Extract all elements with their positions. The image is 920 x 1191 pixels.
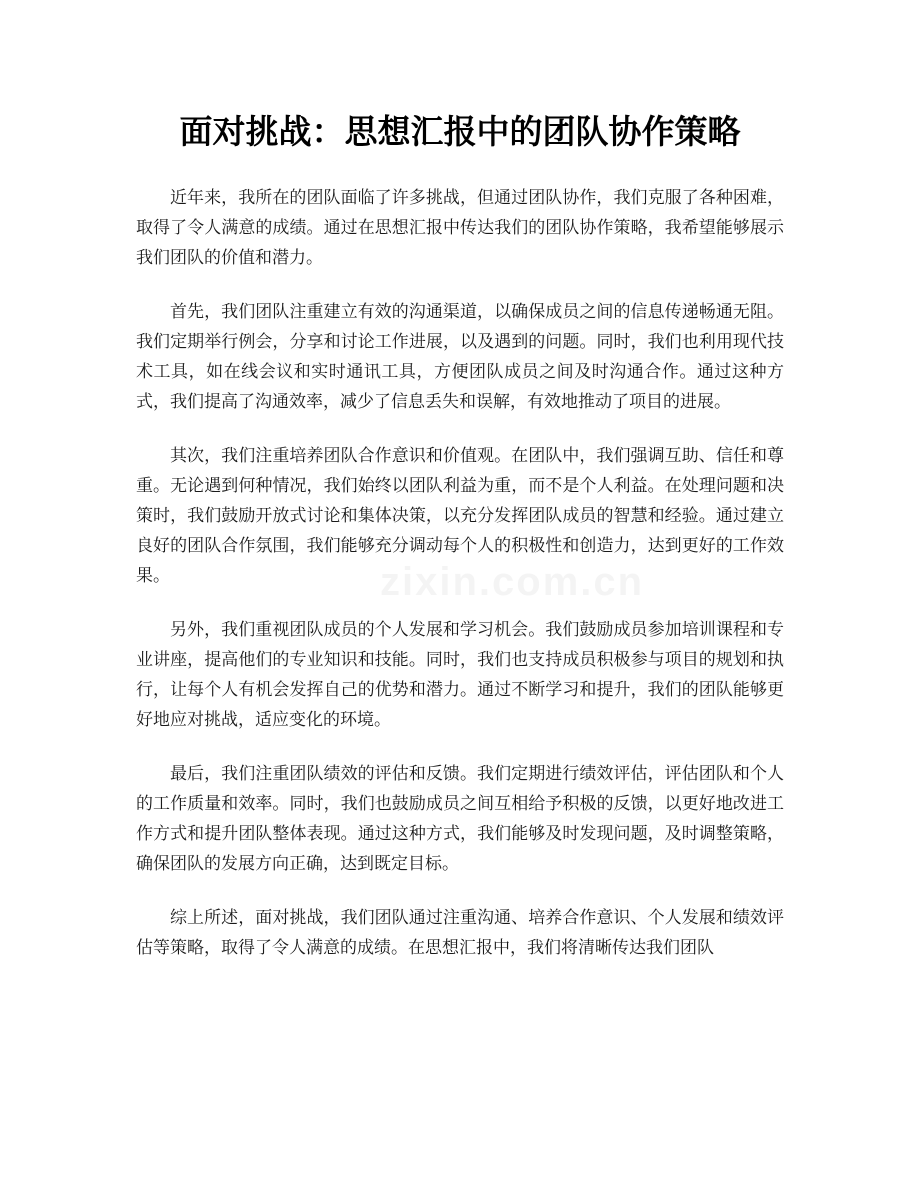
paragraph-communication: 首先，我们团队注重建立有效的沟通渠道，以确保成员之间的信息传递畅通无阻。我们定期举行例会，分享和讨论工作进展，以及遇到的问题。同时，我们也利用现代技术工具，如在线会议和实时通讯工具，方便团队成员之间及时沟通合作。通过这种方式，我们提高了沟通效率，减少了信息丢失和误解，有效地推动了项目的进展。: [136, 302, 784, 412]
paragraph-intro: 近年来，我所在的团队面临了许多挑战，但通过团队协作，我们克服了各种困难，取得了令人满意的成绩。通过在思想汇报中传达我们的团队协作策略，我希望能够展示我们团队的价值和潜力。: [136, 188, 784, 268]
paragraph-evaluation: 最后，我们注重团队绩效的评估和反馈。我们定期进行绩效评估，评估团队和个人的工作质量和效率。同时，我们也鼓励成员之间互相给予积极的反馈，以更好地改进工作方式和提升团队整体表现。通过这种方式，我们能够及时发现问题，及时调整策略，确保团队的发展方向正确，达到既定目标。: [136, 764, 784, 874]
paragraph-teamwork: 其次，我们注重培养团队合作意识和价值观。在团队中，我们强调互助、信任和尊重。无论遇到何种情况，我们始终以团队利益为重，而不是个人利益。在处理问题和决策时，我们鼓励开放式讨论和集体决策，以充分发挥团队成员的智慧和经验。通过建立良好的团队合作氛围，我们能够充分调动每个人的积极性和创造力，达到更好的工作效果。: [136, 446, 784, 586]
paragraph-development: 另外，我们重视团队成员的个人发展和学习机会。我们鼓励成员参加培训课程和专业讲座，提高他们的专业知识和技能。同时，我们也支持成员积极参与项目的规划和执行，让每个人有机会发挥自己的优势和潜力。通过不断学习和提升，我们的团队能够更好地应对挑战，适应变化的环境。: [136, 620, 784, 730]
document-title: 面对挑战：思想汇报中的团队协作策略: [179, 112, 741, 151]
document-body: [136, 183, 784, 987]
paragraph-summary: 综上所述，面对挑战，我们团队通过注重沟通、培养合作意识、个人发展和绩效评估等策略，取得了令人满意的成绩。在思想汇报中，我们将清晰传达我们团队: [136, 908, 784, 958]
